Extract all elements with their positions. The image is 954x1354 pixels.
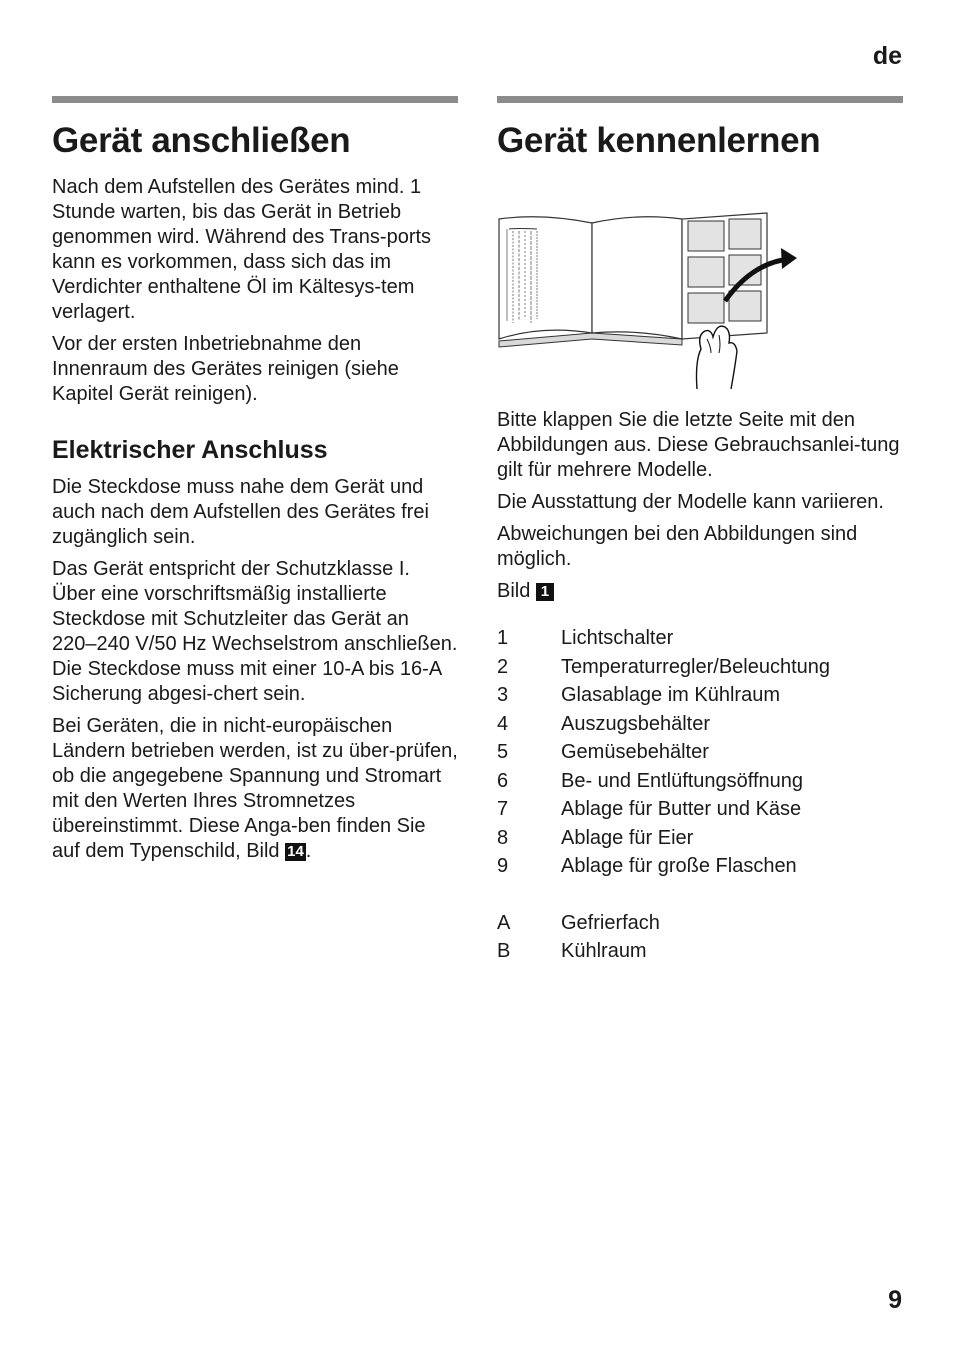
paragraph: Vor der ersten Inbetriebnahme den Innenraum des Gerätes reinigen (siehe Kapitel Gerät reinigen). (52, 333, 399, 405)
figure-number-badge: 14 (287, 843, 304, 860)
right-column (497, 96, 903, 966)
paragraph: Die Steckdose muss nahe dem Gerät und auch nach dem Aufstellen des Gerätes frei zugänglich sein. (52, 476, 429, 548)
item-letter: A (497, 911, 511, 934)
list-item (497, 653, 903, 682)
item-label: Kühlraum (561, 940, 647, 962)
item-number: 5 (497, 741, 509, 763)
language-label: de (872, 42, 902, 70)
figure-reference-text: Bild (497, 580, 531, 602)
list-item (497, 767, 903, 796)
section-title: Gerät kennenlernen (497, 121, 821, 160)
item-label: Gemüsebehälter (561, 741, 709, 763)
item-number: 3 (497, 684, 509, 706)
paragraph: Die Ausstattung der Modelle kann variieren. (497, 491, 884, 513)
item-number: 4 (497, 712, 509, 735)
item-label: Ablage für Butter und Käse (561, 798, 802, 820)
item-label: Glasablage im Kühlraum (561, 684, 780, 706)
fold-out-page-illustration (497, 201, 802, 391)
paragraph-end: . (305, 840, 312, 862)
paragraph-text: Bei Geräten, die in nicht-europäischen Ländern betrieben werden, ist zu über-prüfen, ob die angegebene Spannung und Stromart mit den Werten Ihres Stromnetzes übereinstimmt. Diese Anga-ben finden Sie auf dem Typenschild, Bild (52, 715, 458, 862)
item-number: 1 (497, 627, 509, 649)
parts-list (497, 624, 903, 881)
list-item (497, 681, 903, 710)
paragraph: Abweichungen bei den Abbildungen sind möglich. (497, 523, 858, 570)
zones-list (497, 909, 903, 966)
item-label: Gefrierfach (561, 911, 660, 934)
item-label: Ablage für große Flaschen (561, 855, 797, 877)
list-item (497, 824, 903, 853)
page-number: 9 (888, 1286, 902, 1314)
list-item (497, 937, 903, 966)
paragraph: Bitte klappen Sie die letzte Seite mit den Abbildungen aus. Diese Gebrauchsanlei-tung gilt für mehrere Modelle. (497, 409, 900, 481)
left-column (52, 96, 458, 864)
item-label: Lichtschalter (561, 627, 674, 649)
section-rule (52, 96, 458, 103)
item-label: Ablage für Eier (561, 826, 694, 849)
list-item (497, 624, 903, 653)
section-title: Gerät anschließen (52, 121, 351, 160)
list-item (497, 738, 903, 767)
list-item (497, 795, 903, 824)
item-letter: B (497, 940, 511, 962)
section-rule (497, 96, 903, 103)
paragraph (52, 714, 458, 864)
figure-reference (497, 579, 903, 604)
item-label: Be- und Entlüftungsöffnung (561, 769, 804, 792)
figure-number-badge: 1 (536, 583, 554, 601)
list-item (497, 852, 903, 881)
list-item (497, 710, 903, 739)
item-number: 2 (497, 655, 509, 678)
item-number: 6 (497, 769, 509, 792)
item-number: 8 (497, 826, 509, 849)
item-label: Temperaturregler/Beleuchtung (561, 655, 831, 678)
item-label: Auszugsbehälter (561, 712, 710, 735)
paragraph: Das Gerät entspricht der Schutzklasse I. Über eine vorschriftsmäßig installierte Steckdose mit Schutzleiter das Gerät an 220–240 V/50 Hz Wechselstrom anschließen. Die Steckdose muss mit einer 10-A bis 16-A Sicherung abgesi-chert sein. (52, 558, 458, 705)
list-item (497, 909, 903, 938)
item-number: 9 (497, 855, 509, 877)
intro-text (497, 408, 903, 604)
paragraph: Nach dem Aufstellen des Gerätes mind. 1 Stunde warten, bis das Gerät in Betrieb genommen wird. Während des Trans-ports kann es vorkommen, dass sich das im Verdichter enthaltene Öl im Kältesys-tem verlagert. (52, 176, 432, 323)
subsection-title: Elektrischer Anschluss (52, 436, 328, 464)
item-number: 7 (497, 798, 509, 820)
